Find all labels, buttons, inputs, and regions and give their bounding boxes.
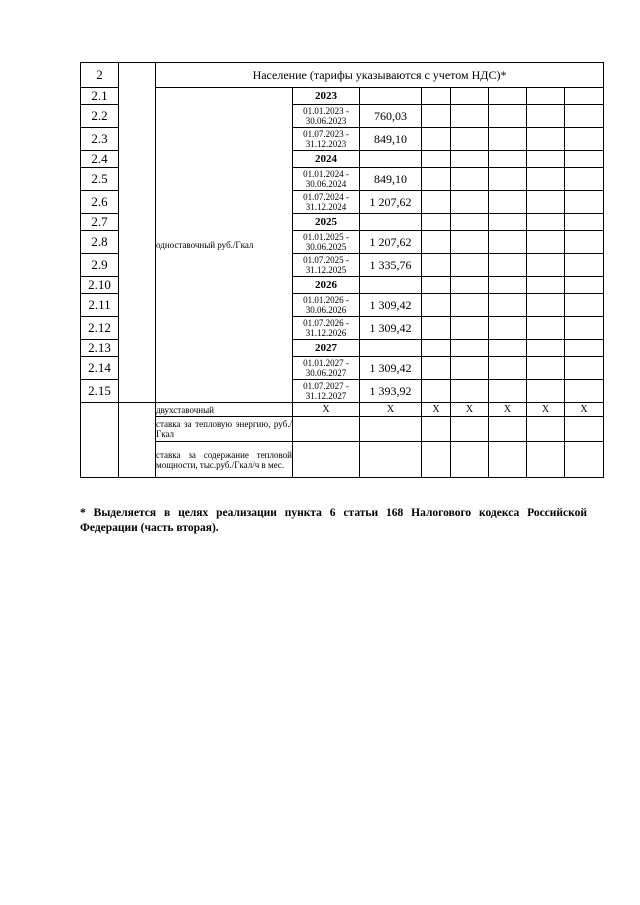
empty-cell (422, 231, 451, 254)
period-cell (293, 317, 360, 340)
period-to: 30.06.2025 (305, 242, 347, 252)
empty-cell (527, 254, 565, 277)
period-from: 01.01.2024 - (303, 169, 349, 179)
period-to: 30.06.2026 (305, 305, 347, 315)
empty-cell (489, 105, 527, 128)
period-cell (293, 380, 360, 403)
empty-cell (451, 105, 489, 128)
empty-cell (527, 88, 565, 105)
empty-cell (565, 417, 604, 442)
empty-cell (451, 88, 489, 105)
row-number: 2.8 (81, 231, 119, 254)
empty-cell (360, 88, 422, 105)
year-label: 2027 (293, 340, 360, 357)
period-to: 31.12.2026 (305, 328, 347, 338)
row-number: 2.7 (81, 214, 119, 231)
section-header-row (81, 63, 604, 88)
row-number: 2.14 (81, 357, 119, 380)
empty-cell (451, 128, 489, 151)
not-applicable-mark: X (422, 403, 451, 417)
period-to: 31.12.2025 (305, 265, 347, 275)
year-label: 2025 (293, 214, 360, 231)
empty-cell (422, 214, 451, 231)
empty-cell (565, 128, 604, 151)
tariff-value: 849,10 (360, 128, 422, 151)
rate-component-row (81, 442, 604, 478)
tariff-value: 1 309,42 (360, 317, 422, 340)
empty-cell (527, 128, 565, 151)
empty-cell (527, 191, 565, 214)
empty-cell (451, 191, 489, 214)
empty-cell (360, 214, 422, 231)
period-from: 01.07.2027 - (303, 381, 349, 391)
empty-cell (565, 105, 604, 128)
empty-cell (422, 277, 451, 294)
footnote: * Выделяется в целях реализации пункта 6 статьи 168 Налогового кодекса Российской Федерации (часть вторая). (80, 507, 587, 534)
row-number: 2.15 (81, 380, 119, 403)
two-part-label: двухставочный (156, 403, 293, 417)
empty-cell (565, 317, 604, 340)
tariff-value: 1 207,62 (360, 231, 422, 254)
empty-cell (451, 151, 489, 168)
empty-cell (489, 254, 527, 277)
empty-cell (360, 417, 422, 442)
empty-cell (527, 357, 565, 380)
empty-cell (527, 151, 565, 168)
year-label: 2024 (293, 151, 360, 168)
empty-number-cell (81, 403, 119, 478)
empty-cell (489, 294, 527, 317)
empty-cell (293, 417, 360, 442)
row-number: 2.4 (81, 151, 119, 168)
empty-cell (360, 340, 422, 357)
period-to: 30.06.2024 (305, 179, 347, 189)
empty-cell (422, 168, 451, 191)
empty-cell (527, 168, 565, 191)
row-number: 2.1 (81, 88, 119, 105)
empty-cell (451, 231, 489, 254)
empty-cell (565, 88, 604, 105)
row-number: 2.3 (81, 128, 119, 151)
period-to: 30.06.2027 (305, 368, 347, 378)
empty-cell (489, 88, 527, 105)
row-number: 2.10 (81, 277, 119, 294)
period-cell (293, 294, 360, 317)
empty-cell (360, 442, 422, 478)
not-applicable-mark: X (360, 403, 422, 417)
empty-cell (489, 380, 527, 403)
period-to: 31.12.2023 (305, 139, 347, 149)
period-from: 01.01.2025 - (303, 232, 349, 242)
tariff-value: 1 309,42 (360, 294, 422, 317)
empty-cell (527, 417, 565, 442)
period-to: 30.06.2023 (305, 116, 347, 126)
row-number: 2.12 (81, 317, 119, 340)
period-to: 31.12.2024 (305, 202, 347, 212)
empty-cell (527, 214, 565, 231)
period-to: 31.12.2027 (305, 391, 347, 401)
empty-cell (360, 277, 422, 294)
empty-cell (489, 191, 527, 214)
empty-cell (422, 380, 451, 403)
empty-cell (422, 88, 451, 105)
empty-cell (565, 231, 604, 254)
empty-cell (527, 277, 565, 294)
empty-cell (527, 442, 565, 478)
period-from: 01.07.2023 - (303, 129, 349, 139)
empty-cell (527, 105, 565, 128)
empty-cell (489, 231, 527, 254)
empty-cell (489, 277, 527, 294)
row-number: 2.6 (81, 191, 119, 214)
empty-cell (489, 151, 527, 168)
period-cell (293, 231, 360, 254)
empty-cell (565, 357, 604, 380)
row-number: 2.9 (81, 254, 119, 277)
empty-cell (422, 294, 451, 317)
tariff-value: 849,10 (360, 168, 422, 191)
row-number: 2.11 (81, 294, 119, 317)
empty-cell (293, 442, 360, 478)
empty-cell (451, 340, 489, 357)
row-number: 2.5 (81, 168, 119, 191)
empty-cell (527, 317, 565, 340)
empty-cell (489, 214, 527, 231)
empty-cell (422, 254, 451, 277)
period-from: 01.01.2023 - (303, 106, 349, 116)
empty-cell (565, 277, 604, 294)
not-applicable-mark: X (527, 403, 565, 417)
empty-cell (527, 380, 565, 403)
empty-cell (451, 168, 489, 191)
empty-cell (451, 254, 489, 277)
period-cell (293, 191, 360, 214)
empty-cell (565, 214, 604, 231)
period-cell (293, 254, 360, 277)
empty-cell (360, 151, 422, 168)
tariff-value: 1 309,42 (360, 357, 422, 380)
empty-cell (422, 417, 451, 442)
empty-cell (565, 340, 604, 357)
row-number: 2.13 (81, 340, 119, 357)
empty-cell (489, 317, 527, 340)
empty-cell (527, 294, 565, 317)
not-applicable-mark: X (565, 403, 604, 417)
empty-cell (565, 168, 604, 191)
period-cell (293, 357, 360, 380)
year-label: 2026 (293, 277, 360, 294)
section-number: 2 (81, 63, 119, 88)
empty-cell (451, 277, 489, 294)
tariff-table (80, 62, 604, 478)
empty-cell (422, 442, 451, 478)
energy-rate-label: ставка за тепловую энергию, руб./Гкал (156, 417, 293, 442)
empty-cell (451, 357, 489, 380)
tariff-value: 1 393,92 (360, 380, 422, 403)
period-cell (293, 105, 360, 128)
empty-cell (451, 380, 489, 403)
period-from: 01.01.2027 - (303, 358, 349, 368)
section-title: Население (тарифы указываются с учетом НДС)* (156, 63, 604, 88)
empty-cell (527, 231, 565, 254)
rate-type-label: одноставочный руб./Гкал (156, 88, 293, 403)
empty-cell (489, 128, 527, 151)
not-applicable-mark: X (451, 403, 489, 417)
period-from: 01.01.2026 - (303, 295, 349, 305)
empty-cell (565, 442, 604, 478)
empty-cell (422, 105, 451, 128)
period-cell (293, 168, 360, 191)
empty-cell (451, 417, 489, 442)
empty-cell (565, 294, 604, 317)
empty-cell (489, 417, 527, 442)
two-part-row (81, 403, 604, 417)
empty-cell (451, 214, 489, 231)
row-number: 2.2 (81, 105, 119, 128)
empty-cell (489, 357, 527, 380)
empty-cell (422, 357, 451, 380)
year-row (81, 88, 604, 105)
empty-cell (422, 151, 451, 168)
empty-cell (489, 442, 527, 478)
tariff-value: 1 335,76 (360, 254, 422, 277)
blank-column (119, 63, 156, 403)
empty-cell (565, 151, 604, 168)
period-from: 01.07.2024 - (303, 192, 349, 202)
blank-column (119, 403, 156, 478)
empty-cell (422, 317, 451, 340)
tariff-value: 760,03 (360, 105, 422, 128)
rate-component-row (81, 417, 604, 442)
tariff-value: 1 207,62 (360, 191, 422, 214)
empty-cell (422, 340, 451, 357)
period-from: 01.07.2025 - (303, 255, 349, 265)
empty-cell (565, 191, 604, 214)
empty-cell (422, 128, 451, 151)
capacity-rate-label: ставка за содержание тепловой мощности, тыс.руб./Гкал/ч в мес. (156, 442, 293, 478)
empty-cell (565, 380, 604, 403)
empty-cell (527, 340, 565, 357)
empty-cell (489, 340, 527, 357)
year-label: 2023 (293, 88, 360, 105)
empty-cell (489, 168, 527, 191)
empty-cell (422, 191, 451, 214)
period-from: 01.07.2026 - (303, 318, 349, 328)
not-applicable-mark: X (293, 403, 360, 417)
empty-cell (565, 254, 604, 277)
not-applicable-mark: X (489, 403, 527, 417)
empty-cell (451, 317, 489, 340)
empty-cell (451, 294, 489, 317)
period-cell (293, 128, 360, 151)
empty-cell (451, 442, 489, 478)
